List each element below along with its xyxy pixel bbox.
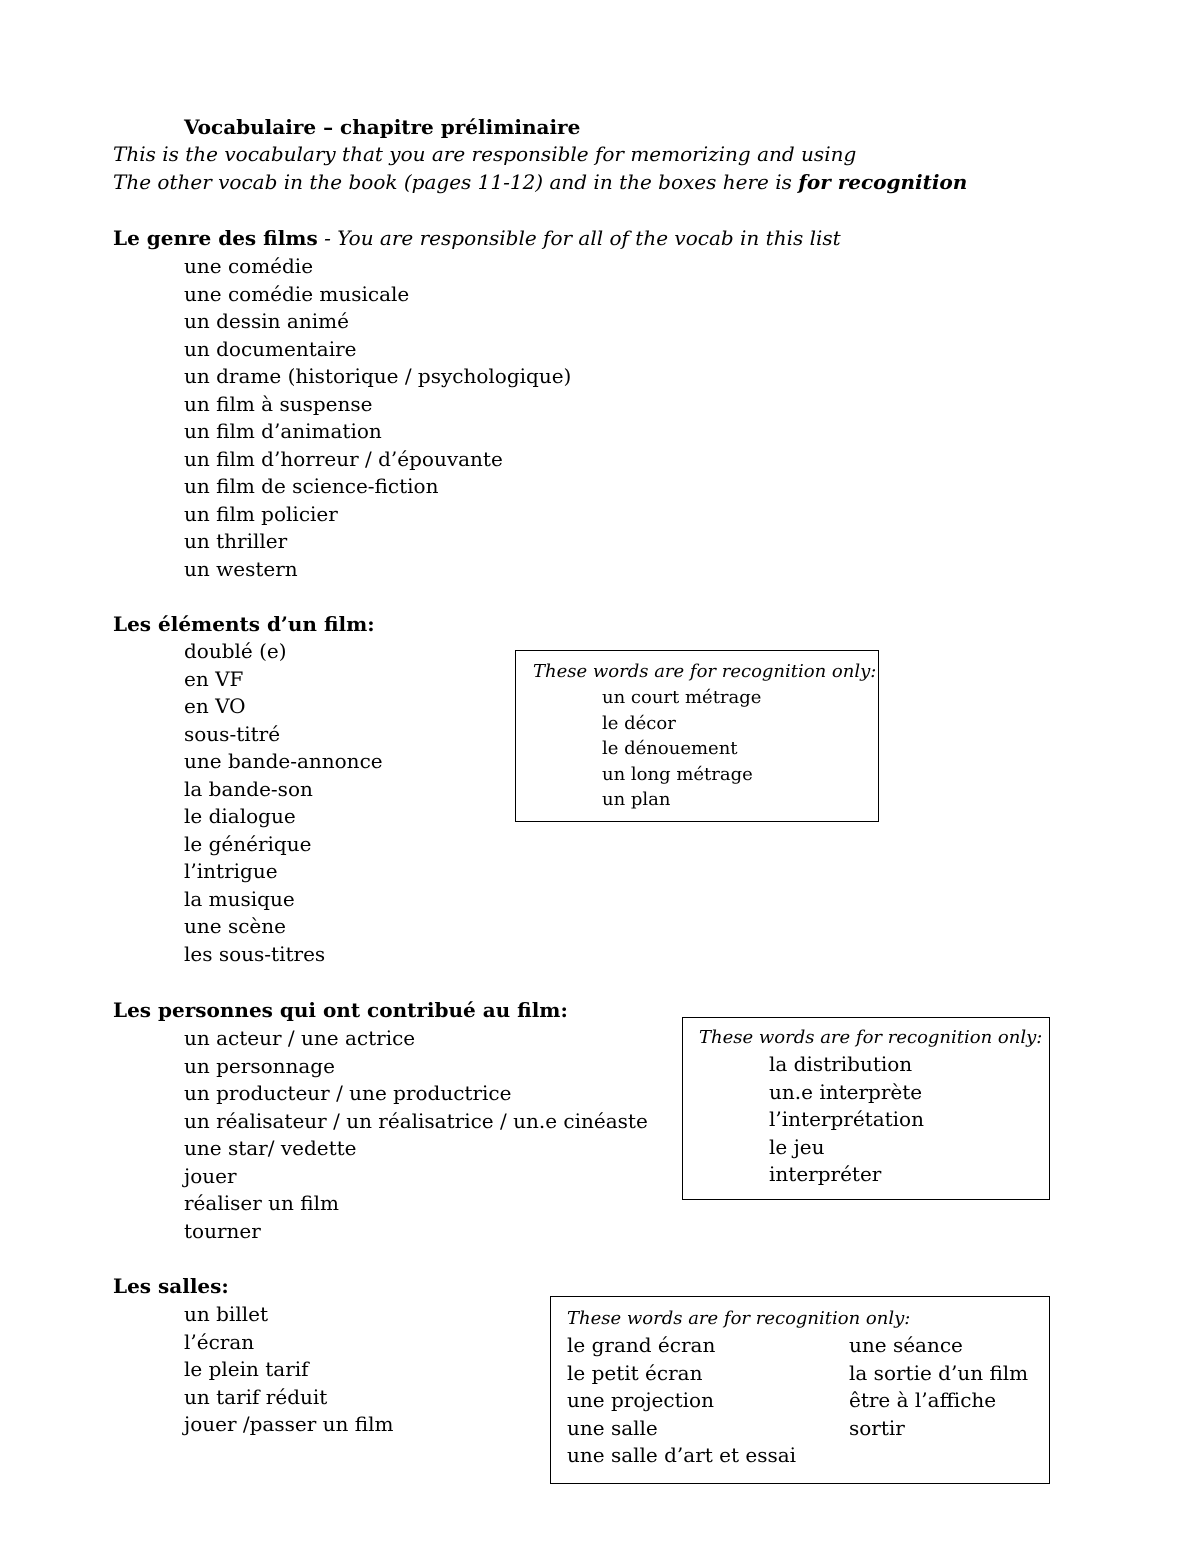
list-item: le dénouement [602, 738, 738, 759]
list-item: un film de science-fiction [184, 474, 439, 498]
recognition-box-elements [515, 650, 879, 822]
recognition-box-heading: These words are for recognition only: [699, 1027, 1043, 1048]
list-item: un thriller [184, 529, 288, 553]
recognition-list-column-1 [567, 1332, 796, 1470]
section-heading-salles: Les salles: [113, 1274, 229, 1298]
list-item: un documentaire [184, 336, 357, 361]
section-heading-genres [113, 225, 841, 252]
recognition-list-column-2 [849, 1332, 1028, 1442]
list-item: un personnage [184, 1053, 335, 1078]
list-item: sous-titré [184, 721, 281, 746]
intro-line-1: This is the vocabulary that you are responsible for memorizing and using [113, 142, 857, 166]
list-item: interpréter [769, 1162, 882, 1186]
list-item: le grand écran [567, 1333, 716, 1357]
list-item: un drame (historique / psychologique) [184, 364, 572, 388]
list-item: un tarif réduit [184, 1384, 328, 1409]
list-item: une salle d’art et essai [567, 1443, 797, 1467]
list-item: un film d’animation [184, 419, 382, 443]
genres-heading-note: - You are responsible for all of the vocab in this list [317, 226, 841, 250]
list-item: une comédie musicale [184, 281, 410, 306]
list-item: le petit écran [567, 1360, 703, 1385]
list-item: le décor [602, 712, 676, 734]
list-item: un film d’horreur / d’épouvante [184, 446, 503, 471]
list-item: un producteur / une productrice [184, 1081, 512, 1105]
list-item: en VO [184, 694, 246, 718]
list-item: une star/ vedette [184, 1136, 357, 1160]
list-item: jouer [184, 1163, 237, 1188]
list-item: réaliser un film [184, 1191, 339, 1215]
recognition-box-heading: These words are for recognition only: [533, 661, 877, 682]
list-item: un billet [184, 1302, 268, 1326]
list-item: un western [184, 556, 298, 581]
list-item: une scène [184, 914, 286, 938]
salles-list [184, 1301, 393, 1439]
list-item: le jeu [769, 1134, 825, 1159]
list-item: jouer /passer un film [184, 1412, 394, 1436]
list-item: la sortie d’un film [849, 1360, 1029, 1385]
list-item: la distribution [769, 1052, 913, 1076]
list-item: un long métrage [602, 763, 753, 785]
list-item: la bande-son [184, 776, 313, 801]
list-item: le dialogue [184, 804, 296, 828]
list-item: une projection [567, 1388, 714, 1412]
genres-heading-text: Le genre des films [113, 226, 318, 250]
recognition-box-salles [550, 1296, 1050, 1484]
people-list [184, 1025, 648, 1245]
intro-line-2 [113, 169, 967, 196]
page-title: Vocabulaire – chapitre préliminaire [184, 115, 581, 139]
list-item: un acteur / une actrice [184, 1026, 416, 1050]
section-heading-elements: Les éléments d’un film: [113, 612, 375, 636]
list-item: un.e interprète [769, 1079, 923, 1104]
genres-list [184, 253, 571, 583]
list-item: la musique [184, 886, 295, 911]
list-item: une comédie [184, 254, 314, 278]
intro-line-2-emphasis: for recognition [798, 170, 968, 194]
list-item: un court métrage [602, 687, 762, 708]
section-heading-people: Les personnes qui ont contribué au film: [113, 998, 568, 1022]
intro-line-2-text: The other vocab in the book (pages 11-12) and in the boxes here is [113, 170, 799, 194]
list-item: le plein tarif [184, 1357, 309, 1381]
list-item: en VF [184, 666, 244, 691]
list-item: un dessin animé [184, 309, 349, 333]
recognition-list [769, 1051, 924, 1189]
list-item: doublé (e) [184, 639, 287, 663]
list-item: l’intrigue [184, 859, 278, 883]
recognition-list [602, 685, 761, 813]
list-item: une bande-annonce [184, 749, 383, 773]
list-item: les sous-titres [184, 941, 326, 966]
recognition-box-heading: These words are for recognition only: [567, 1308, 911, 1329]
list-item: un plan [602, 789, 671, 810]
list-item: l’écran [184, 1329, 255, 1354]
list-item: un réalisateur / un réalisatrice / un.e cinéaste [184, 1108, 648, 1133]
list-item: un film à suspense [184, 391, 373, 416]
recognition-box-people [682, 1017, 1050, 1200]
list-item: être à l’affiche [849, 1388, 997, 1412]
list-item: sortir [849, 1415, 905, 1440]
list-item: une salle [567, 1415, 658, 1440]
list-item: le générique [184, 831, 312, 856]
list-item: un film policier [184, 501, 338, 526]
list-item: tourner [184, 1218, 261, 1243]
elements-list [184, 638, 383, 968]
list-item: l’interprétation [769, 1107, 924, 1131]
list-item: une séance [849, 1333, 963, 1357]
